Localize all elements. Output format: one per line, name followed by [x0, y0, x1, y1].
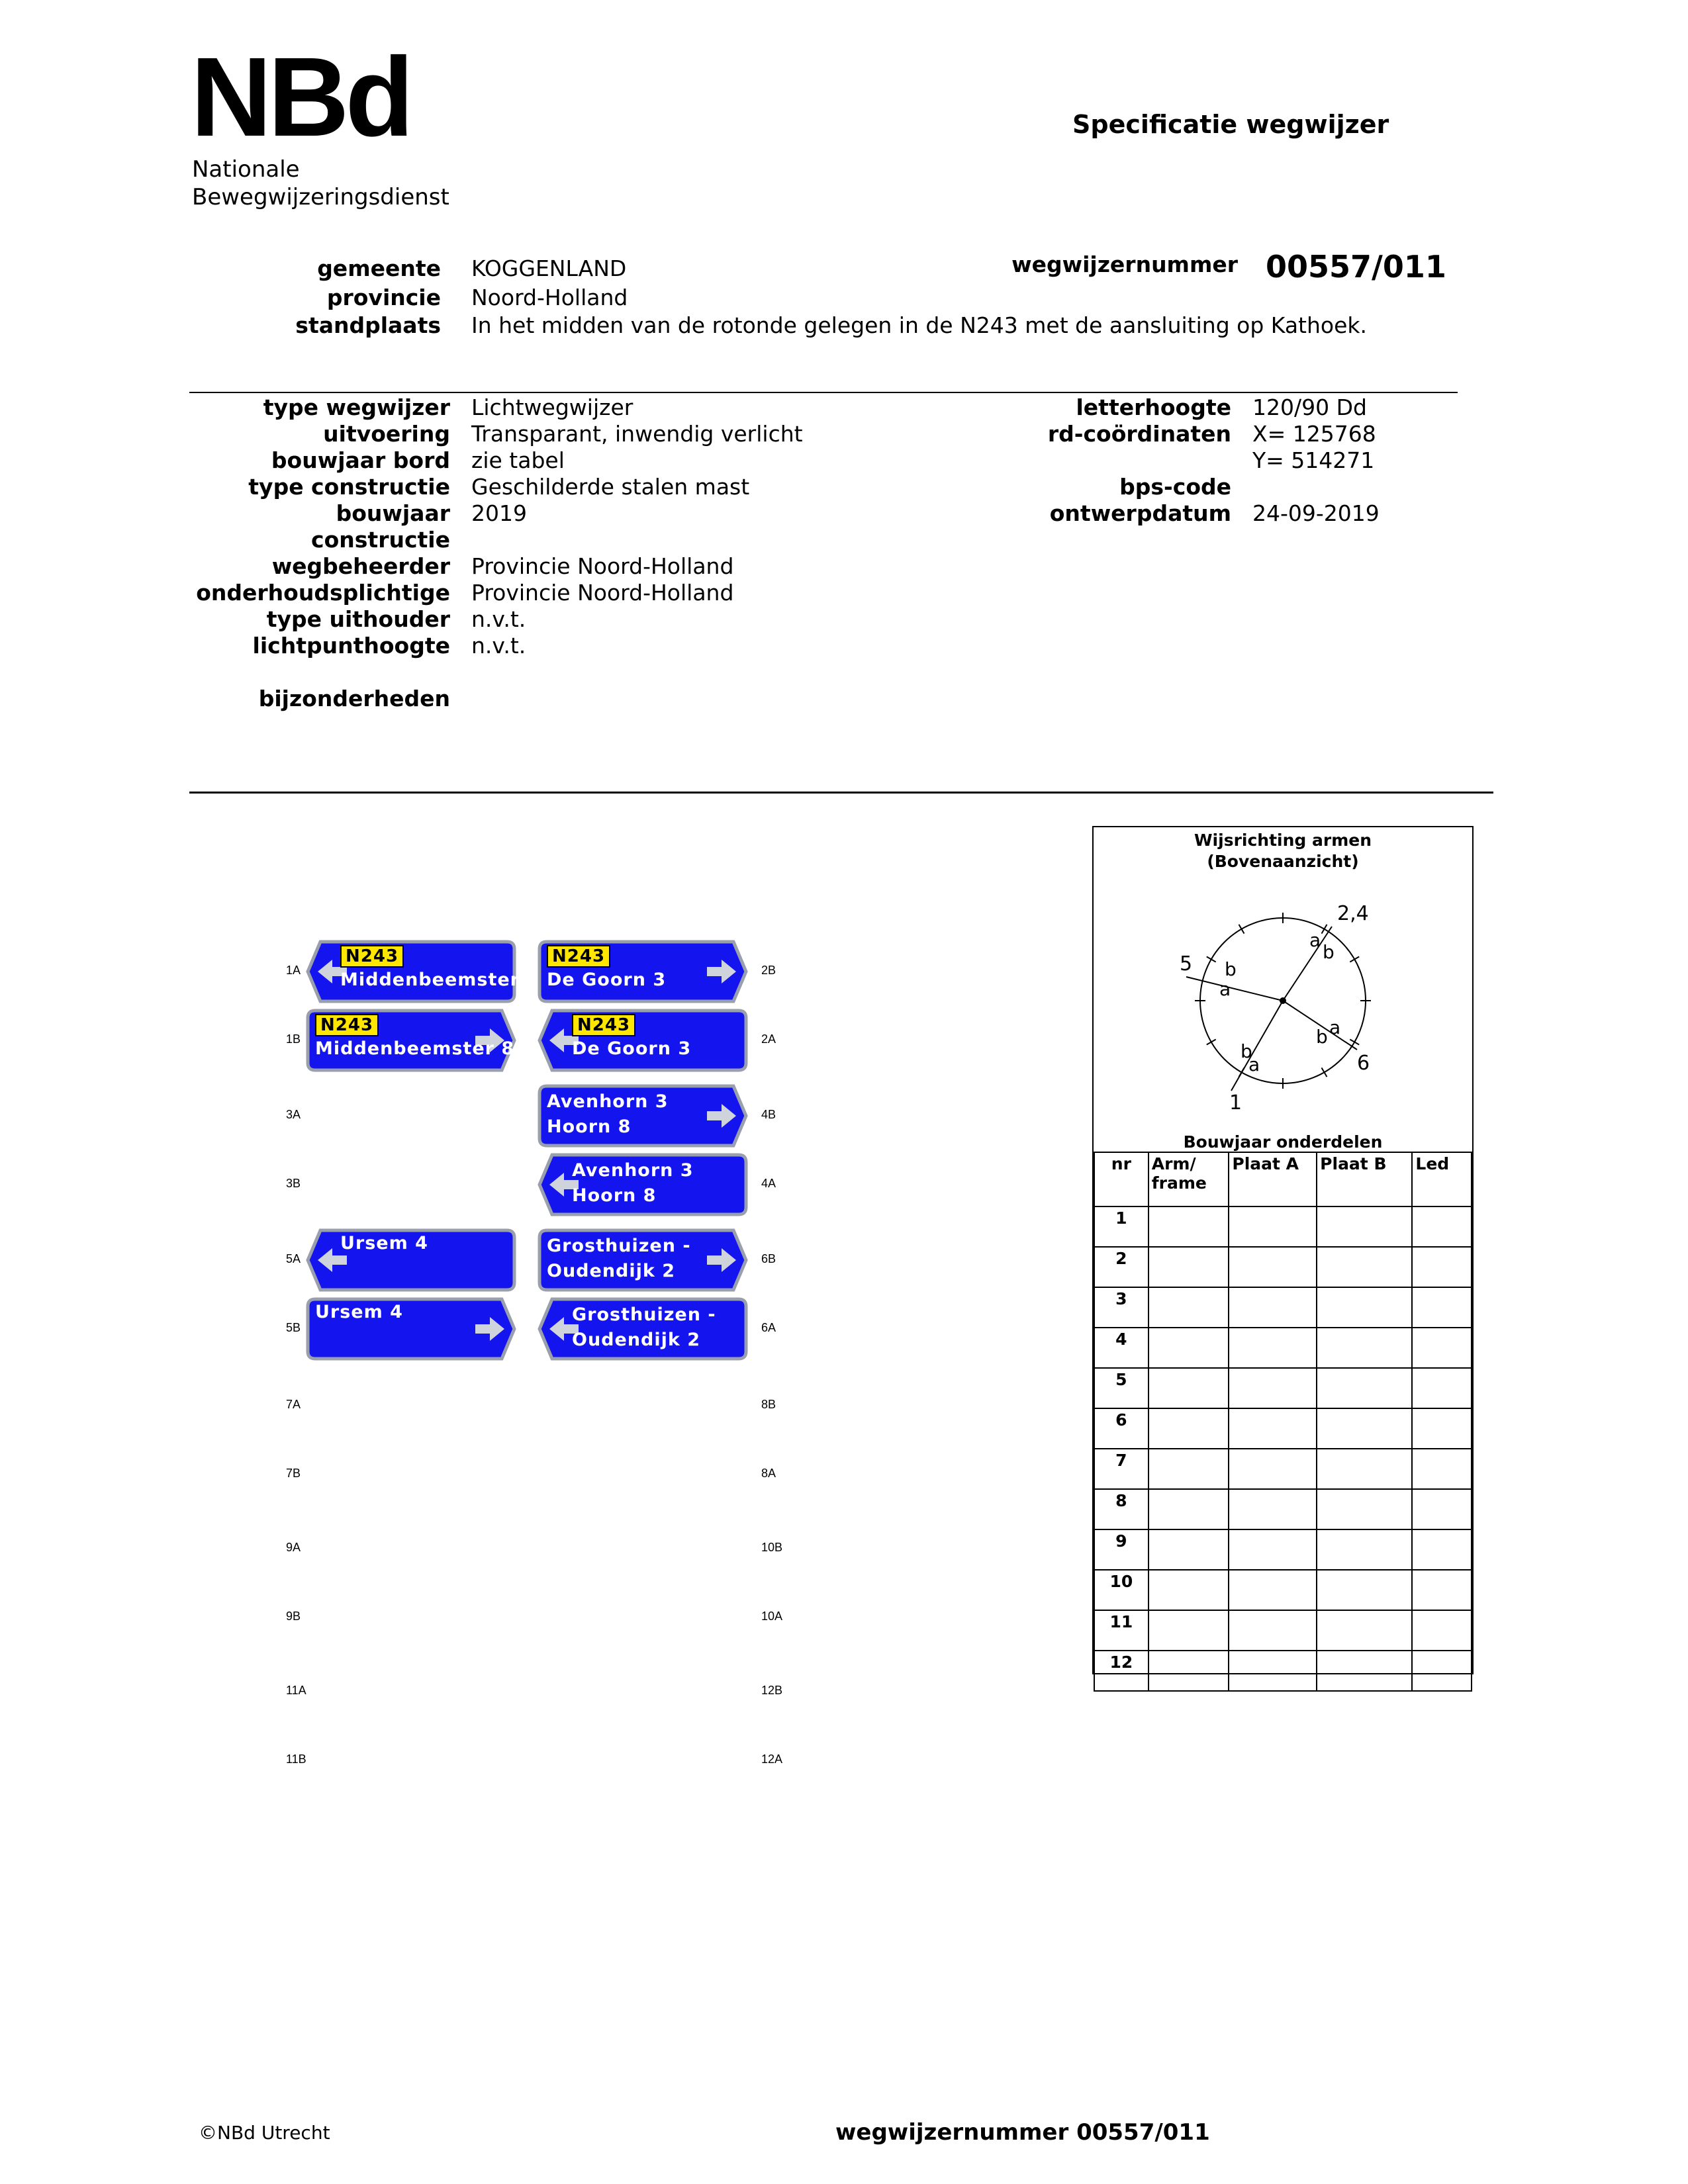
table-cell: [1412, 1449, 1472, 1489]
table-row: [1094, 1368, 1472, 1408]
sign-code-right: 6A: [761, 1321, 776, 1334]
spec-label: bouwjaar: [336, 500, 450, 526]
sign-destination: Avenhorn 3: [572, 1160, 694, 1181]
sign-code-left: 3B: [286, 1177, 301, 1190]
spec-label: letterhoogte: [1076, 394, 1231, 420]
table-cell: [1229, 1328, 1317, 1368]
footer-wegwijzernummer: wegwijzernummer 00557/011: [835, 2119, 1210, 2146]
sign-code-left: 9B: [286, 1610, 301, 1623]
table-row: [1094, 1651, 1472, 1691]
sign-code-left: 11A: [286, 1684, 306, 1697]
spec-label: ontwerpdatum: [1049, 500, 1231, 526]
sign-destination: Grosthuizen -: [547, 1236, 691, 1256]
table-header: Led: [1412, 1152, 1472, 1206]
table-row: [1094, 1529, 1472, 1570]
spec-label: bps-code: [1119, 474, 1231, 500]
table-cell: [1149, 1489, 1229, 1529]
sign-code-left: 9A: [286, 1541, 301, 1554]
ab-label: b: [1241, 1040, 1252, 1062]
direction-sign: [306, 1228, 516, 1292]
table-cell: [1317, 1206, 1412, 1247]
table-cell: [1149, 1529, 1229, 1570]
row-number: 6: [1094, 1408, 1149, 1449]
sign-code-right: 8A: [761, 1467, 776, 1480]
ab-label: b: [1316, 1026, 1328, 1048]
table-cell: [1149, 1328, 1229, 1368]
row-number: 4: [1094, 1328, 1149, 1368]
bottom-divider: [189, 792, 1493, 794]
diagram-center-dot: [1280, 997, 1286, 1004]
direction-sign: [306, 1009, 516, 1072]
sign-code-right: 2A: [761, 1032, 776, 1046]
arm-direction-diagram: [1094, 827, 1472, 1145]
table-cell: [1412, 1206, 1472, 1247]
sign-code-left: 1A: [286, 964, 301, 977]
sign-code-left: 5B: [286, 1321, 301, 1334]
wijsrichting-subtitle: (Bovenaanzicht): [1207, 852, 1359, 871]
gemeente-value: KOGGENLAND: [471, 255, 627, 281]
sign-destination: Middenbeemster 8: [315, 1038, 515, 1059]
spec-label: wegbeheerder: [271, 553, 450, 579]
table-cell: [1317, 1287, 1412, 1328]
compass-tick: [1239, 925, 1244, 934]
provincie-value: Noord-Holland: [471, 285, 628, 310]
direction-sign: [538, 1009, 748, 1072]
row-number: 9: [1094, 1529, 1149, 1570]
road-number-badge: N243: [572, 1014, 635, 1036]
table-cell: [1317, 1408, 1412, 1449]
sign-code-right: 10A: [761, 1610, 783, 1623]
table-cell: [1229, 1206, 1317, 1247]
bouwjaar-table: [1094, 1152, 1472, 1692]
table-cell: [1229, 1610, 1317, 1651]
table-cell: [1149, 1368, 1229, 1408]
table-cell: [1317, 1570, 1412, 1610]
arm-label-1: 1: [1229, 1091, 1243, 1115]
nbd-logo: NBd: [191, 34, 410, 160]
direction-sign: [306, 940, 540, 1003]
spec-label: type uithouder: [266, 606, 450, 632]
table-cell: [1412, 1489, 1472, 1529]
spec-label: lichtpunthoogte: [252, 633, 450, 659]
table-cell: [1412, 1287, 1472, 1328]
ab-label: a: [1219, 978, 1231, 1000]
sign-code-right: 12A: [761, 1752, 783, 1766]
standplaats-value: In het midden van de rotonde gelegen in de N243 met de aansluiting op Kathoek.: [471, 312, 1367, 338]
table-cell: [1317, 1449, 1412, 1489]
ab-label: b: [1323, 941, 1335, 963]
arm-label-2-4: 2,4: [1337, 902, 1369, 925]
table-cell: [1317, 1328, 1412, 1368]
table-header: Plaat A: [1229, 1152, 1317, 1206]
row-number: 12: [1094, 1651, 1149, 1691]
sign-code-left: 1B: [286, 1032, 301, 1046]
direction-sign: [538, 940, 748, 1003]
sign-code-right: 4B: [761, 1108, 776, 1121]
direction-sign: [538, 1084, 748, 1148]
compass-tick: [1350, 1040, 1359, 1045]
table-cell: [1149, 1206, 1229, 1247]
table-cell: [1229, 1449, 1317, 1489]
direction-sign: [538, 1153, 748, 1216]
logo-line-1: Nationale: [192, 156, 300, 183]
table-cell: [1149, 1287, 1229, 1328]
table-cell: [1229, 1287, 1317, 1328]
top-divider: [189, 392, 1458, 393]
wijsrichting-title: Wijsrichting armen: [1194, 831, 1372, 850]
sign-destination: De Goorn 3: [572, 1038, 692, 1059]
sign-destination: Ursem 4: [315, 1302, 403, 1322]
spec-label: constructie: [311, 527, 450, 553]
compass-tick: [1322, 1068, 1327, 1077]
spec-label: type wegwijzer: [263, 394, 450, 420]
table-row: [1094, 1489, 1472, 1529]
arm-label-6: 6: [1357, 1052, 1370, 1075]
road-number-badge: N243: [547, 945, 610, 968]
table-cell: [1229, 1570, 1317, 1610]
table-cell: [1229, 1651, 1317, 1691]
table-cell: [1412, 1368, 1472, 1408]
logo-line-2: Bewegwijzeringsdienst: [192, 184, 449, 210]
table-cell: [1229, 1368, 1317, 1408]
table-cell: [1317, 1368, 1412, 1408]
row-number: 11: [1094, 1610, 1149, 1651]
spec-value: n.v.t.: [471, 633, 526, 659]
spec-label: uitvoering: [323, 421, 450, 447]
sign-destination: Oudendijk 2: [572, 1330, 701, 1350]
spec-value: zie tabel: [471, 447, 565, 473]
sign-code-right: 6B: [761, 1252, 776, 1265]
spec-value: Geschilderde stalen mast: [471, 474, 750, 500]
table-row: [1094, 1206, 1472, 1247]
standplaats-label: standplaats: [295, 312, 441, 338]
spec-value: Lichtwegwijzer: [471, 394, 633, 420]
ab-label: a: [1309, 929, 1321, 951]
table-row: [1094, 1247, 1472, 1287]
table-row: [1094, 1328, 1472, 1368]
arm-line-2-4: [1283, 927, 1332, 1001]
row-number: 3: [1094, 1287, 1149, 1328]
road-number-badge: N243: [315, 1014, 379, 1036]
ab-label: a: [1329, 1017, 1341, 1038]
sign-code-right: 4A: [761, 1177, 776, 1190]
sign-code-right: 12B: [761, 1684, 783, 1697]
table-row: [1094, 1408, 1472, 1449]
sign-destination: De Goorn 3: [547, 970, 667, 990]
sign-code-left: 7B: [286, 1467, 301, 1480]
spec-value: 120/90 Dd: [1252, 394, 1367, 420]
row-number: 8: [1094, 1489, 1149, 1529]
table-cell: [1412, 1651, 1472, 1691]
table-cell: [1317, 1651, 1412, 1691]
spec-value: Transparant, inwendig verlicht: [471, 421, 803, 447]
compass-tick: [1207, 1040, 1216, 1045]
wegwijzernummer-value: 00557/011: [1266, 249, 1446, 285]
provincie-label: provincie: [326, 285, 441, 310]
row-number: 1: [1094, 1206, 1149, 1247]
table-cell: [1229, 1247, 1317, 1287]
wegwijzernummer-label: wegwijzernummer: [1011, 251, 1238, 277]
table-cell: [1149, 1570, 1229, 1610]
row-number: 5: [1094, 1368, 1149, 1408]
direction-sign: [538, 1297, 748, 1361]
table-cell: [1412, 1247, 1472, 1287]
direction-sign: [538, 1228, 748, 1292]
row-number: 10: [1094, 1570, 1149, 1610]
table-cell: [1317, 1489, 1412, 1529]
table-cell: [1412, 1529, 1472, 1570]
ab-label: b: [1225, 958, 1237, 980]
gemeente-label: gemeente: [317, 255, 441, 281]
spec-value: n.v.t.: [471, 606, 526, 632]
sign-code-right: 10B: [761, 1541, 783, 1554]
direction-sign: [306, 1297, 516, 1361]
spec-value: 2019: [471, 500, 527, 526]
sign-destination: Middenbeemster 8: [340, 970, 540, 990]
arm-label-5: 5: [1180, 952, 1193, 976]
compass-tick: [1350, 957, 1359, 962]
table-row: [1094, 1610, 1472, 1651]
table-cell: [1149, 1247, 1229, 1287]
road-number-badge: N243: [340, 945, 404, 968]
spec-value: Provincie Noord-Holland: [471, 553, 734, 579]
table-cell: [1229, 1408, 1317, 1449]
spec-label: onderhoudsplichtige: [196, 580, 450, 606]
sign-destination: Hoorn 8: [572, 1185, 657, 1206]
spec-value: X= 125768: [1252, 421, 1376, 447]
table-row: [1094, 1449, 1472, 1489]
spec-value: 24-09-2019: [1252, 500, 1380, 526]
spec-label: type constructie: [248, 474, 450, 500]
spec-value: Provincie Noord-Holland: [471, 580, 734, 606]
spec-label: bijzonderheden: [258, 686, 450, 711]
bouwjaar-title: Bouwjaar onderdelen: [1183, 1132, 1383, 1152]
table-cell: [1317, 1529, 1412, 1570]
wijsrichting-box: [1092, 826, 1474, 1674]
table-cell: [1317, 1247, 1412, 1287]
table-cell: [1412, 1610, 1472, 1651]
table-cell: [1229, 1529, 1317, 1570]
table-header: Plaat B: [1317, 1152, 1412, 1206]
table-row: [1094, 1570, 1472, 1610]
row-number: 2: [1094, 1247, 1149, 1287]
row-number: 7: [1094, 1449, 1149, 1489]
compass-tick: [1322, 925, 1327, 934]
table-header: Arm/ frame: [1149, 1152, 1229, 1206]
table-cell: [1412, 1570, 1472, 1610]
sign-code-right: 8B: [761, 1398, 776, 1411]
sign-code-left: 5A: [286, 1252, 301, 1265]
table-cell: [1412, 1328, 1472, 1368]
sign-code-left: 3A: [286, 1108, 301, 1121]
table-header: nr: [1094, 1152, 1149, 1206]
spec-label: bouwjaar bord: [271, 447, 450, 473]
table-cell: [1317, 1610, 1412, 1651]
table-cell: [1412, 1408, 1472, 1449]
table-row: [1094, 1287, 1472, 1328]
table-cell: [1149, 1651, 1229, 1691]
sign-code-right: 2B: [761, 964, 776, 977]
sign-destination: Grosthuizen -: [572, 1304, 716, 1325]
sign-destination: Hoorn 8: [547, 1116, 632, 1137]
sign-code-left: 7A: [286, 1398, 301, 1411]
ab-label: a: [1248, 1054, 1260, 1075]
arm-line-1: [1231, 1001, 1283, 1091]
sign-code-left: 11B: [286, 1752, 306, 1766]
sign-destination: Oudendijk 2: [547, 1261, 676, 1281]
table-cell: [1229, 1489, 1317, 1529]
spec-label: rd-coördinaten: [1047, 421, 1231, 447]
sign-destination: Avenhorn 3: [547, 1091, 669, 1112]
table-cell: [1149, 1408, 1229, 1449]
table-cell: [1149, 1449, 1229, 1489]
compass-tick: [1207, 957, 1216, 962]
footer-copyright: ©NBd Utrecht: [199, 2122, 330, 2144]
spec-value: Y= 514271: [1252, 447, 1375, 473]
table-cell: [1149, 1610, 1229, 1651]
document-title: Specificatie wegwijzer: [1072, 110, 1389, 139]
sign-destination: Ursem 4: [340, 1233, 428, 1253]
